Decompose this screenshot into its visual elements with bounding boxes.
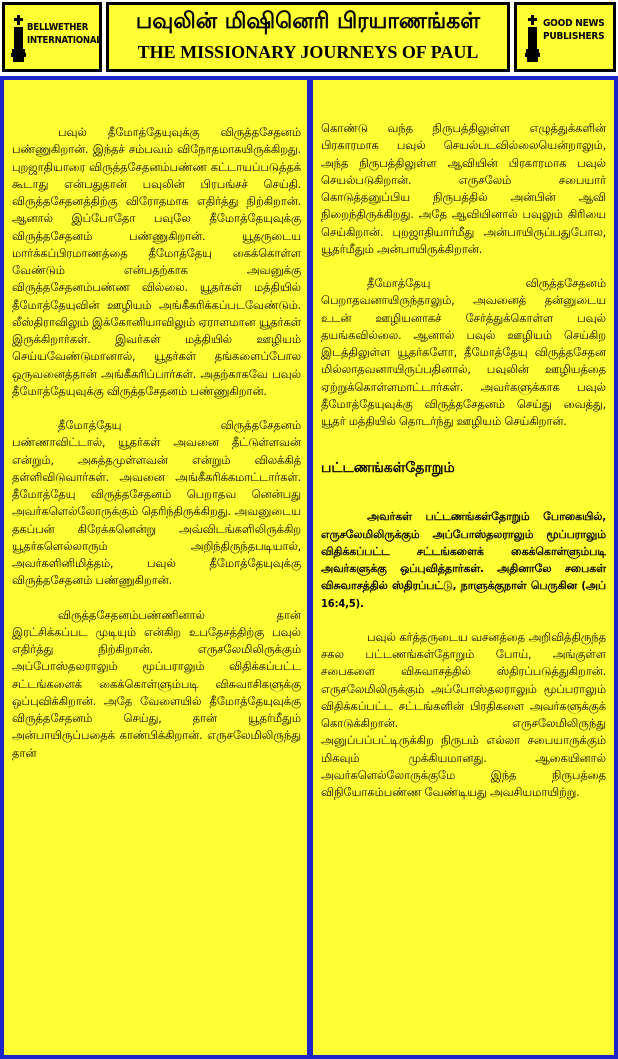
right-paragraph-1: கொண்டு வந்த நிருபத்திலுள்ள எழுத்துக்களின் பிரகாரமாக பவுல் செயல்படவில்லையென்றாலும், அந்த நிருபத்திலுள்ள ஆவியின் பிரகாரமாக பவுல் செயல்படுகிறான். எருசலேம் சபையார் கொடுத்தனுப்பிய நிருபத்தில் அன்பின் ஆவி நிறைந்திருக்கிறது. அதே ஆவியினால் பவுலும் கிரியை செய்கிறான். புறஜாதியார்மீது அன்பாயிருப்பதுபோல, யூதர்மீதும் அன்பாயிருக்கிறான். <box>321 121 606 256</box>
left-paragraph-3: விருத்தசேதனம்பண்ணினால் தான் இரட்சிக்கப்பட முடியும் என்கிற உபதேசத்திற்கு பவுல் எதிர்த்து நிற்கிறான். எருசலேமிலிருக்கும் அப்போஸ்தலராலும் மூப்பராலும் விதிக்கப்பட்ட சட்டங்களைக் கைக்கொள்ளும்படி விசுவாசிகளுக்கு ஒப்புவிக்கிறான். அதே வேளையில் தீமோத்தேயுவுக்கு விருத்தசேதனம் செய்து, தான் யூதர்மீதும் அன்பாயிருப்பதைக் காண்பிக்கிறான். எருசலேமிலிருந்து தான் <box>12 607 301 760</box>
right-column <box>313 80 614 1055</box>
page-title-tamil: பவுலின் மிஷினெரி பிரயாணங்கள் <box>135 9 481 34</box>
good-news-logo-line2: PUBLISHERS <box>543 31 605 42</box>
bellwether-logo-line1: BELLWETHER <box>27 22 89 33</box>
right-paragraph-2: தீமோத்தேயு விருத்தசேதனம் பெறாதவனாயிருந்தாலும், அவனைத் தன்னுடைய உடன் ஊழியனாகச் சேர்த்துக்கொள்ள பவுல் தயங்கவில்லை. ஆனால் பவுல் ஊழியம் செய்கிற இடத்திலுள்ள யூதர்களோ, தீமோத்தேயு விருத்தசேதன மில்லாதவனாயிருப்பதினால், பவுலின் ஊழியத்தை ஏற்றுக்கொள்ளமாட்டார்கள். அவர்களுக்காக பவுல் தீமோத்தேயுவுக்கு விருத்தசேதனம் செய்து வைத்து, யூதர் மத்தியில் தொடர்ந்து ஊழியம் செய்கிறான். <box>321 276 606 428</box>
cross-in-building-icon <box>11 15 27 63</box>
bellwether-logo-line2: INTERNATIONAL <box>27 35 102 46</box>
page-title-english: THE MISSIONARY JOURNEYS OF PAUL <box>137 42 479 62</box>
content-area <box>0 76 618 1059</box>
left-paragraph-2: தீமோத்தேயு விருத்தசேதனம் பண்ணாவிட்டால், யூதர்கள் அவனை தீட்டுள்ளவன் என்றும், அசுத்தமுள்ளவன் என்றும் விலக்கித் தள்ளிவிடுவார்கள். அவனை அங்கீகரிக்கமாட்டார்கள். தீமோத்தேயு விருத்தசேதனம் பெறாதவ னென்பது அவர்களெல்லோருக்கும் தெரிந்திருக்கிறது. அவனுடைய தகப்பன் கிரேக்கனென்று அவ்விடங்களிலிருக்கிற யூதர்களெல்லாரும் அறிந்திருந்தபடியால், அவர்களினிமித்தம், பவுல் தீமோத்தேயுவுக்கு விருத்தசேதனம் பண்ணுகிறான். <box>12 418 301 588</box>
section-heading: பட்டணங்கள்தோறும் <box>321 460 455 477</box>
good-news-logo <box>514 2 616 72</box>
page-header <box>0 0 618 76</box>
left-paragraph-1: பவுல் தீமோத்தேயுவுக்கு விருத்தசேதனம் பண்ணுகிறான். இந்தச் சம்பவம் விநோதமாகயிருக்கிறது. புறஜாதியாரை விருத்தசேதனம்பண்ண கட்டாயப்படுத்தக் கூடாது என்பதுதான் பவுலின் பிரபங்சச் செய்தி. விருத்தசேதனத்திற்கு விரோதமாக எதிர்த்து நிற்கிறான். ஆனால் இப்போதோ பவுலே தீமோத்தேயுவுக்கு விருத்தசேதனம் பண்ணுகிறான். யூதருடைய மார்க்கப்பிரமாணத்தை தீமோத்தேயு கைக்கொள்ள வேண்டும் என்பதற்காக அவனுக்கு விருத்தசேதனம்பண்ண வில்லை. யூதர்கள் மத்தியில் தீமோத்தேயுவின் ஊழியம் அங்கீகரிக்கப்படவேண்டும். லீஸ்திராவிலும் இக்கோனியாவிலும் ஏராளமான யூதர்கள் இருக்கிறார்கள். இவர்கள் மத்தியில் ஊழியம் செய்யவேண்டுமானால், யூதர்கள் தங்களைப்போல ஒருவனைத்தான் அங்கீகரிப்பார்கள். அதற்காகவே பவுல் தீமோத்தேயுவுக்கு விருத்தசேதனம் பண்ணுகிறான். <box>12 125 301 398</box>
title-box <box>106 2 510 72</box>
right-paragraph-3: பவுல் கர்த்தருடைய வசனத்தை அறிவித்திருந்த சகல பட்டணங்கள்தோறும் போய், அங்குள்ள சபைகளை விசுவாசத்தில் ஸ்திரப்படுத்துகிறான். எருசலேமிலிருக்கும் அப்போஸ்தலராலும் மூப்பராலும் விதிக்கப்பட்ட சட்டங்களின் பிரதிகளை அவர்களுக்குக் கொடுக்கிறான். எருசலேமிலிருந்து அனுப்பப்பட்டிருக்கிற நிருபம் எல்லா சபையாருக்கும் மிகவும் முக்கியமானது. ஆகையினால் அவர்களெல்லோருக்குமே இந்த நிருபத்தை விநியோகம்பண்ண வேண்டியது அவசியமாயிற்று. <box>321 629 606 799</box>
left-column <box>4 80 307 1055</box>
bellwether-logo <box>2 2 102 72</box>
cross-in-building-icon <box>525 15 541 63</box>
good-news-logo-line1: GOOD NEWS <box>543 18 605 29</box>
scripture-quote: அவர்கள் பட்டணங்கள்தோறும் போகையில், எருசலேமிலிருக்கும் அப்போஸ்தலராலும் மூப்பராலும் விதிக்கப்பட்ட சட்டங்களைக் கைக்கொள்ளும்படி அவர்களுக்கு ஒப்புவித்தார்கள். அதினாலே சபைகள் விசுவாசத்தில் ஸ்திரப்பட்டு, நாளுக்குநாள் பெருகின (அப் 16:4,5). <box>321 510 606 610</box>
